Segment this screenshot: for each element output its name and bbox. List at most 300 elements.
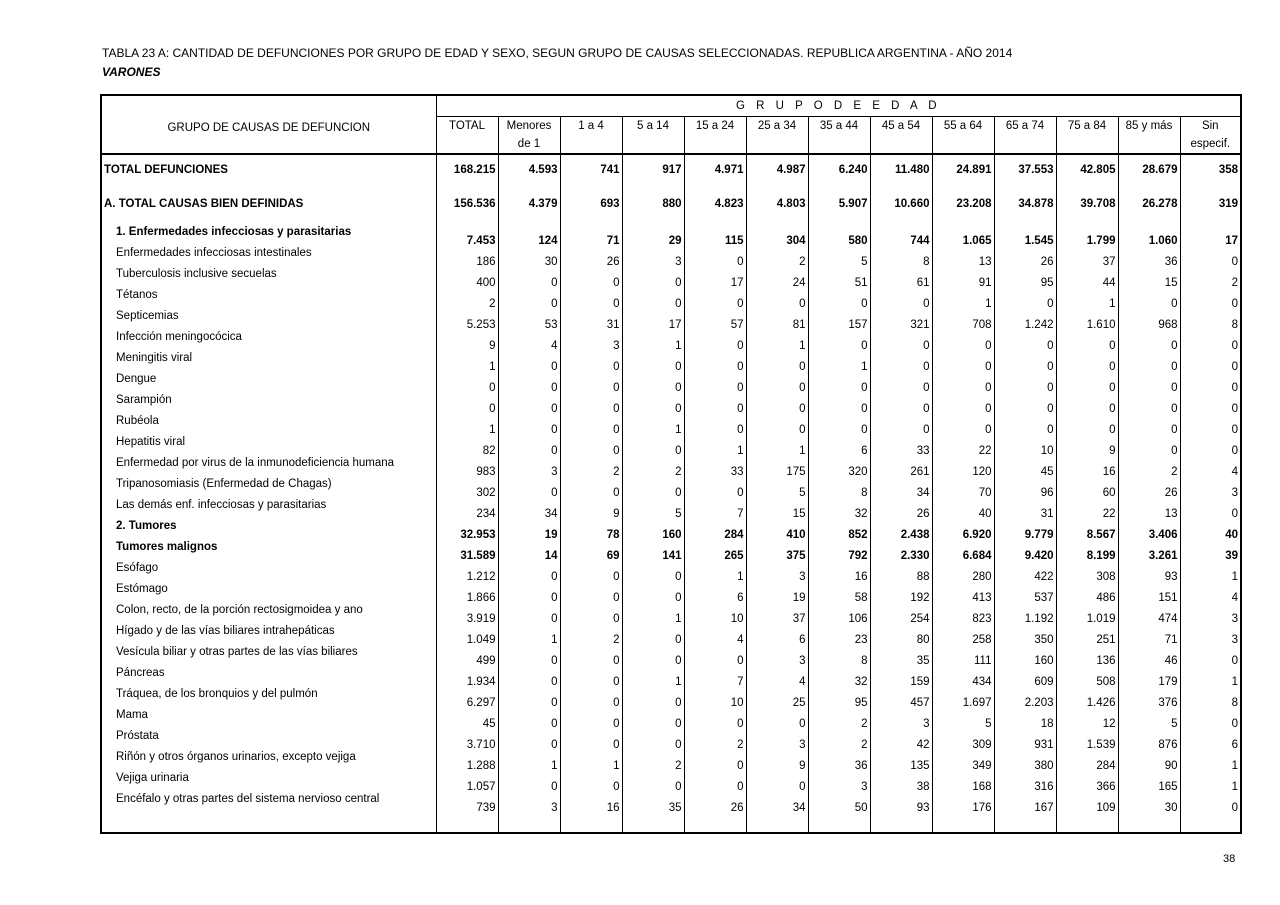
- table-cell: [994, 210, 1056, 226]
- table-cell: 0: [498, 394, 560, 415]
- spacer-cell: [870, 814, 932, 833]
- spacer-cell: [994, 814, 1056, 833]
- table-cell: 159: [870, 667, 932, 688]
- row-label: Rubéola: [101, 415, 436, 436]
- table-cell: [1056, 176, 1118, 189]
- table-cell: 0: [498, 373, 560, 394]
- table-cell: 457: [870, 688, 932, 709]
- table-cell: 9: [1056, 436, 1118, 457]
- table-cell: 165: [1118, 772, 1180, 793]
- table-cell: 741: [560, 154, 622, 176]
- table-cell: 120: [932, 457, 994, 478]
- table-row: [101, 189, 1241, 210]
- column-header-line2: [870, 135, 932, 154]
- table-cell: 376: [1118, 688, 1180, 709]
- row-label: Riñón y otros órganos urinarios, excepto vejiga: [101, 751, 436, 772]
- table-cell: 53: [498, 310, 560, 331]
- table-cell: 6: [684, 583, 746, 604]
- table-cell: 1: [1056, 289, 1118, 310]
- table-cell: 78: [560, 520, 622, 541]
- table-cell: 70: [932, 478, 994, 499]
- table-row: [101, 331, 1241, 352]
- table-cell: 175: [746, 457, 808, 478]
- table-cell: 0: [1056, 373, 1118, 394]
- column-header-line2: [994, 135, 1056, 154]
- table-cell: 9.779: [994, 520, 1056, 541]
- table-cell: 0: [1180, 415, 1241, 436]
- table-cell: 0: [1180, 247, 1241, 268]
- table-cell: 0: [808, 394, 870, 415]
- table-cell: 0: [1118, 415, 1180, 436]
- table-cell: [1180, 176, 1241, 189]
- table-cell: 1: [684, 436, 746, 457]
- table-cell: 58: [808, 583, 870, 604]
- table-cell: 33: [870, 436, 932, 457]
- table-cell: 0: [1056, 394, 1118, 415]
- table-cell: 1: [746, 331, 808, 352]
- table-cell: 499: [436, 646, 498, 667]
- table-cell: 0: [622, 373, 684, 394]
- table-cell: 88: [870, 562, 932, 583]
- column-header-line2: [622, 135, 684, 154]
- table-cell: 7.453: [436, 226, 498, 247]
- table-cell: 0: [808, 415, 870, 436]
- column-header: 65 a 74: [994, 117, 1056, 136]
- table-row: [101, 604, 1241, 625]
- table-cell: 34: [870, 478, 932, 499]
- table-cell: 609: [994, 667, 1056, 688]
- table-cell: 0: [994, 331, 1056, 352]
- table-cell: 81: [746, 310, 808, 331]
- table-cell: 35: [622, 793, 684, 814]
- table-cell: 1.934: [436, 667, 498, 688]
- row-label: Esófago: [101, 562, 436, 583]
- table-cell: 16: [1056, 457, 1118, 478]
- table-cell: 1: [684, 562, 746, 583]
- table-cell: [1180, 210, 1241, 226]
- table-cell: 0: [560, 604, 622, 625]
- table-cell: 968: [1118, 310, 1180, 331]
- table-cell: 2: [622, 751, 684, 772]
- table-cell: 0: [1118, 373, 1180, 394]
- table-row: [101, 247, 1241, 268]
- table-cell: 0: [560, 730, 622, 751]
- table-row: [101, 176, 1241, 189]
- table-cell: 0: [994, 415, 1056, 436]
- table-cell: 36: [1118, 247, 1180, 268]
- table-cell: 0: [622, 394, 684, 415]
- table-cell: 17: [622, 310, 684, 331]
- table-cell: 5: [932, 709, 994, 730]
- table-cell: 823: [932, 604, 994, 625]
- table-cell: 8: [808, 646, 870, 667]
- table-cell: 71: [560, 226, 622, 247]
- row-label: TOTAL DEFUNCIONES: [101, 154, 436, 176]
- table-cell: 45: [994, 457, 1056, 478]
- table-cell: 30: [1118, 793, 1180, 814]
- spacer-cell: [622, 814, 684, 833]
- spacer-cell: [436, 814, 498, 833]
- table-cell: 0: [932, 373, 994, 394]
- table-cell: 349: [932, 751, 994, 772]
- table-cell: 1.019: [1056, 604, 1118, 625]
- table-row: [101, 583, 1241, 604]
- table-cell: 3: [1180, 625, 1241, 646]
- table-cell: 0: [808, 331, 870, 352]
- table-cell: 0: [436, 373, 498, 394]
- table-cell: 115: [684, 226, 746, 247]
- table-cell: 15: [1118, 268, 1180, 289]
- table-cell: 26: [994, 247, 1056, 268]
- column-header: 1 a 4: [560, 117, 622, 136]
- table-cell: 168: [932, 772, 994, 793]
- table-cell: 26: [684, 793, 746, 814]
- table-cell: 0: [622, 625, 684, 646]
- table-cell: 37.553: [994, 154, 1056, 176]
- table-cell: 0: [870, 415, 932, 436]
- table-cell: 1: [498, 625, 560, 646]
- table-cell: 45: [436, 709, 498, 730]
- table-cell: 3: [498, 793, 560, 814]
- table-row: [101, 154, 1241, 176]
- table-cell: 1: [622, 667, 684, 688]
- table-cell: 1.192: [994, 604, 1056, 625]
- table-cell: 1.545: [994, 226, 1056, 247]
- table-cell: 4: [1180, 457, 1241, 478]
- table-cell: 4.803: [746, 189, 808, 210]
- table-cell: 350: [994, 625, 1056, 646]
- table-cell: 1: [746, 436, 808, 457]
- table-cell: 4.823: [684, 189, 746, 210]
- table-cell: 708: [932, 310, 994, 331]
- table-cell: 3: [746, 562, 808, 583]
- table-row: [101, 226, 1241, 247]
- table-cell: 316: [994, 772, 1056, 793]
- table-cell: 580: [808, 226, 870, 247]
- table-cell: 400: [436, 268, 498, 289]
- table-cell: 1.426: [1056, 688, 1118, 709]
- table-row: [101, 373, 1241, 394]
- table-cell: 5.253: [436, 310, 498, 331]
- table-cell: [560, 176, 622, 189]
- table-cell: 319: [1180, 189, 1241, 210]
- table-cell: 3: [746, 646, 808, 667]
- table-cell: 26.278: [1118, 189, 1180, 210]
- table-cell: 1: [1180, 751, 1241, 772]
- table-cell: 0: [622, 562, 684, 583]
- table-cell: 0: [498, 688, 560, 709]
- table-cell: 234: [436, 499, 498, 520]
- table-cell: 6.920: [932, 520, 994, 541]
- table-cell: 4.593: [498, 154, 560, 176]
- table-cell: 0: [560, 268, 622, 289]
- table-cell: 1.049: [436, 625, 498, 646]
- table-cell: 0: [932, 352, 994, 373]
- table-cell: 0: [1056, 352, 1118, 373]
- table-cell: 0: [560, 562, 622, 583]
- table-cell: 284: [684, 520, 746, 541]
- row-label: Próstata: [101, 730, 436, 751]
- row-label: Enfermedad por virus de la inmunodeficiencia humana: [101, 457, 436, 478]
- table-cell: 1.610: [1056, 310, 1118, 331]
- table-cell: 0: [560, 415, 622, 436]
- table-cell: 40: [1180, 520, 1241, 541]
- row-label: Mama: [101, 709, 436, 730]
- table-cell: [932, 176, 994, 189]
- table-cell: 24.891: [932, 154, 994, 176]
- table-cell: 2: [622, 457, 684, 478]
- table-cell: 0: [870, 373, 932, 394]
- table-cell: 1.065: [932, 226, 994, 247]
- spacer-cell: [101, 814, 436, 833]
- table-cell: 4.379: [498, 189, 560, 210]
- table-cell: 176: [932, 793, 994, 814]
- table-cell: 13: [932, 247, 994, 268]
- table-cell: 258: [932, 625, 994, 646]
- table-cell: 34: [498, 499, 560, 520]
- row-label: Tétanos: [101, 289, 436, 310]
- table-cell: 284: [1056, 751, 1118, 772]
- table-cell: 168.215: [436, 154, 498, 176]
- table-cell: 308: [1056, 562, 1118, 583]
- table-cell: 304: [746, 226, 808, 247]
- table-cell: 1.212: [436, 562, 498, 583]
- table-cell: 1.057: [436, 772, 498, 793]
- table-cell: 0: [684, 331, 746, 352]
- table-cell: 2.438: [870, 520, 932, 541]
- table-cell: 2: [684, 730, 746, 751]
- table-cell: 32: [808, 667, 870, 688]
- table-cell: 422: [994, 562, 1056, 583]
- table-cell: 320: [808, 457, 870, 478]
- column-header: TOTAL: [436, 117, 498, 136]
- table-cell: 0: [932, 415, 994, 436]
- table-cell: [498, 176, 560, 189]
- table-cell: 1: [436, 415, 498, 436]
- table-cell: 4: [684, 625, 746, 646]
- table-row: [101, 730, 1241, 751]
- table-cell: 0: [932, 394, 994, 415]
- table-cell: 32: [808, 499, 870, 520]
- table-cell: 0: [994, 373, 1056, 394]
- table-cell: 5: [808, 247, 870, 268]
- table-cell: 3: [870, 709, 932, 730]
- table-cell: 261: [870, 457, 932, 478]
- table-cell: 0: [498, 730, 560, 751]
- table-cell: 0: [560, 709, 622, 730]
- column-header-line2: [746, 135, 808, 154]
- table-cell: 0: [622, 709, 684, 730]
- row-label: Tripanosomiasis (Enfermedad de Chagas): [101, 478, 436, 499]
- table-cell: 5: [622, 499, 684, 520]
- table-cell: 1: [622, 604, 684, 625]
- table-cell: 5: [746, 478, 808, 499]
- table-cell: 0: [622, 436, 684, 457]
- table-cell: 0: [1118, 331, 1180, 352]
- age-group-header: G R U P O D E E D A D: [436, 95, 1241, 117]
- table-cell: 876: [1118, 730, 1180, 751]
- table-cell: 852: [808, 520, 870, 541]
- table-cell: 11.480: [870, 154, 932, 176]
- table-cell: 537: [994, 583, 1056, 604]
- table-cell: 0: [498, 415, 560, 436]
- table-cell: 1.799: [1056, 226, 1118, 247]
- table-cell: 254: [870, 604, 932, 625]
- row-label: Páncreas: [101, 667, 436, 688]
- table-cell: 0: [1180, 373, 1241, 394]
- table-cell: 508: [1056, 667, 1118, 688]
- table-cell: 32.953: [436, 520, 498, 541]
- column-header: Menores: [498, 117, 560, 136]
- table-cell: [746, 176, 808, 189]
- table-cell: 0: [746, 772, 808, 793]
- table-cell: 10: [684, 604, 746, 625]
- spacer-cell: [932, 814, 994, 833]
- column-header-line2: [436, 135, 498, 154]
- table-cell: 739: [436, 793, 498, 814]
- table-cell: 251: [1056, 625, 1118, 646]
- table-cell: 309: [932, 730, 994, 751]
- column-header: 55 a 64: [932, 117, 994, 136]
- table-cell: 0: [746, 709, 808, 730]
- table-cell: 16: [808, 562, 870, 583]
- table-cell: 90: [1118, 751, 1180, 772]
- table-cell: 22: [1056, 499, 1118, 520]
- table-row: [101, 457, 1241, 478]
- table-cell: 42.805: [1056, 154, 1118, 176]
- table-row: [101, 499, 1241, 520]
- spacer-cell: [1180, 814, 1241, 833]
- table-cell: 3: [622, 247, 684, 268]
- table-cell: 6.684: [932, 541, 994, 562]
- table-cell: 0: [684, 772, 746, 793]
- table-cell: 42: [870, 730, 932, 751]
- table-cell: 0: [994, 394, 1056, 415]
- table-cell: 1.697: [932, 688, 994, 709]
- table-cell: 744: [870, 226, 932, 247]
- table-cell: 22: [932, 436, 994, 457]
- table-cell: 0: [622, 688, 684, 709]
- table-cell: 0: [560, 583, 622, 604]
- table-row: [101, 436, 1241, 457]
- table-cell: 8.199: [1056, 541, 1118, 562]
- table-cell: 0: [1118, 394, 1180, 415]
- table-cell: 0: [684, 478, 746, 499]
- table-cell: 151: [1118, 583, 1180, 604]
- table-cell: 3.919: [436, 604, 498, 625]
- table-cell: 0: [870, 331, 932, 352]
- table-cell: 13: [1118, 499, 1180, 520]
- table-cell: 0: [622, 352, 684, 373]
- table-cell: 880: [622, 189, 684, 210]
- table-bottom-spacer: [101, 814, 1241, 833]
- table-cell: 31.589: [436, 541, 498, 562]
- table-cell: 3: [808, 772, 870, 793]
- table-cell: 80: [870, 625, 932, 646]
- table-cell: 10: [684, 688, 746, 709]
- table-cell: 4.987: [746, 154, 808, 176]
- table-cell: 474: [1118, 604, 1180, 625]
- table-cell: 25: [746, 688, 808, 709]
- table-cell: 6: [1180, 730, 1241, 751]
- table-cell: 0: [684, 646, 746, 667]
- table-cell: 95: [994, 268, 1056, 289]
- column-header-line2: especif.: [1180, 135, 1241, 154]
- table-cell: [808, 210, 870, 226]
- table-row: [101, 625, 1241, 646]
- table-cell: 46: [1118, 646, 1180, 667]
- table-cell: 37: [1056, 247, 1118, 268]
- table-cell: 2: [1118, 457, 1180, 478]
- table-row: [101, 541, 1241, 562]
- table-cell: 160: [622, 520, 684, 541]
- table-cell: 136: [1056, 646, 1118, 667]
- table-cell: 10.660: [870, 189, 932, 210]
- row-label: Estómago: [101, 583, 436, 604]
- table-row: [101, 478, 1241, 499]
- table-row: [101, 268, 1241, 289]
- page-number: 38: [1223, 853, 1236, 865]
- table-cell: 4.971: [684, 154, 746, 176]
- table-cell: 410: [746, 520, 808, 541]
- table-cell: 0: [1180, 331, 1241, 352]
- table-cell: 3: [498, 457, 560, 478]
- table-cell: 23: [808, 625, 870, 646]
- table-cell: 917: [622, 154, 684, 176]
- table-cell: 106: [808, 604, 870, 625]
- table-cell: [994, 176, 1056, 189]
- table-cell: 61: [870, 268, 932, 289]
- spacer-cell: [498, 814, 560, 833]
- table-cell: 0: [622, 478, 684, 499]
- table-cell: 6.297: [436, 688, 498, 709]
- table-cell: 31: [994, 499, 1056, 520]
- table-cell: [436, 176, 498, 189]
- row-label: Infección meningocócica: [101, 331, 436, 352]
- row-label: Meningitis viral: [101, 352, 436, 373]
- table-cell: 0: [498, 646, 560, 667]
- row-label: Vesícula biliar y otras partes de las vías biliares: [101, 646, 436, 667]
- table-row: [101, 352, 1241, 373]
- table-cell: [746, 210, 808, 226]
- table-cell: 167: [994, 793, 1056, 814]
- table-cell: 135: [870, 751, 932, 772]
- table-cell: 93: [1118, 562, 1180, 583]
- spacer-cell: [1118, 814, 1180, 833]
- table-cell: 9: [560, 499, 622, 520]
- table-row: [101, 751, 1241, 772]
- table-cell: 0: [1180, 793, 1241, 814]
- table-cell: 0: [498, 667, 560, 688]
- table-cell: 10: [994, 436, 1056, 457]
- table-cell: [684, 210, 746, 226]
- table-cell: [1056, 210, 1118, 226]
- table-cell: 1.288: [436, 751, 498, 772]
- table-cell: 156.536: [436, 189, 498, 210]
- table-cell: 3.406: [1118, 520, 1180, 541]
- column-header: 25 a 34: [746, 117, 808, 136]
- table-cell: 2: [1180, 268, 1241, 289]
- column-header-line2: [684, 135, 746, 154]
- row-label: Tuberculosis inclusive secuelas: [101, 268, 436, 289]
- table-subtitle: VARONES: [102, 65, 161, 79]
- table-cell: 0: [1180, 709, 1241, 730]
- table-cell: 7: [684, 667, 746, 688]
- table-cell: 1: [932, 289, 994, 310]
- table-cell: 0: [746, 352, 808, 373]
- table-row: [101, 520, 1241, 541]
- table-row: [101, 709, 1241, 730]
